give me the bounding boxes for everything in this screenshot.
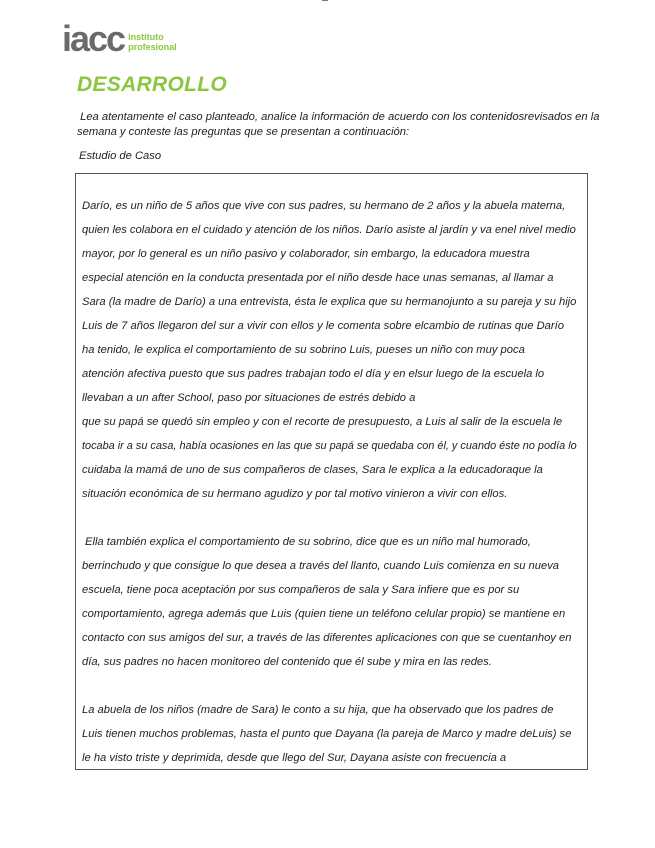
iacc-logo [62, 18, 177, 59]
case-line: quien les colabora en el cuidado y atención de los niños. Darío asiste al jardín y va enel nivel medio [82, 224, 576, 236]
case-line: especial atención en la conducta presentada por el niño desde hace unas semanas, al llamar a [82, 272, 554, 284]
case-line: comportamiento, agrega además que Luis (quien tiene un teléfono celular propio) se mantiene en [82, 608, 566, 620]
case-line: atención afectiva puesto que sus padres trabajan todo el día y en elsur luego de la escuela lo [82, 368, 545, 380]
case-line: La abuela de los niños (madre de Sara) le conto a su hija, que ha observado que los padres de [82, 704, 554, 716]
case-line: tocaba ir a su casa, había ocasiones en las que su papá se quedaba con él, y cuando éste no podía lo [82, 440, 577, 452]
case-label: Estudio de Caso [79, 150, 162, 162]
page-top-mark: ▬ [322, 0, 328, 3]
logo-line-2: profesional [128, 42, 177, 52]
section-title: DESARROLLO [77, 73, 227, 96]
intro-paragraph [77, 110, 602, 140]
logo-mark: iacc [62, 18, 125, 59]
case-line: llevaban a un after School, paso por situaciones de estrés debido a [82, 392, 416, 404]
intro-text: Lea atentamente el caso planteado, analice la información de acuerdo con los contenidosrevisados en la semana y conteste las preguntas que se presentan a continuación: [77, 111, 600, 138]
case-line: Luis de 7 años llegaron del sur a vivir con ellos y le comenta sobre elcambio de rutinas que Darío [82, 320, 564, 332]
case-line: día, sus padres no hacen monitoreo del contenido que él sube y mira en las redes. [82, 656, 492, 668]
case-line: Darío, es un niño de 5 años que vive con sus padres, su hermano de 2 años y la abuela materna, [82, 200, 566, 212]
case-line: escuela, tiene poca aceptación por sus compañeros de sala y Sara infiere que es por su [82, 584, 520, 596]
case-line: Luis tienen muchos problemas, hasta el punto que Dayana (la pareja de Marco y madre deLuis) se [82, 728, 572, 740]
case-line: Ella también explica el comportamiento de su sobrino, dice que es un niño mal humorado, [85, 536, 531, 548]
case-line: que su papá se quedó sin empleo y con el recorte de presupuesto, a Luis al salir de la escuela le [82, 416, 563, 428]
case-study-box [75, 173, 588, 770]
case-line: Sara (la madre de Darío) a una entrevista, ésta le explica que su hermanojunto a su pareja y su hijo [82, 296, 577, 308]
case-line: le ha visto triste y deprimida, desde que llego del Sur, Dayana asiste con frecuencia a [82, 752, 507, 764]
case-line: ha tenido, le explica el comportamiento de su sobrino Luis, pueses un niño con muy poca [82, 344, 525, 356]
logo-subtitle [128, 32, 177, 52]
case-line: mayor, por lo general es un niño pasivo y colaborador, sin embargo, la educadora muestra [82, 248, 530, 260]
case-line: situación económica de su hermano agudizo y por tal motivo vinieron a vivir con ellos. [82, 488, 508, 500]
logo-line-1: instituto [128, 32, 164, 42]
case-line: berrinchudo y que consigue lo que desea a través del llanto, cuando Luis comienza en su nueva [82, 560, 560, 572]
case-line: cuidaba la mamá de uno de sus compañeros de clases, Sara le explica a la educadoraque la [82, 464, 543, 476]
case-line: contacto con sus amigos del sur, a través de las diferentes aplicaciones con que se cuentanhoy en [82, 632, 572, 644]
